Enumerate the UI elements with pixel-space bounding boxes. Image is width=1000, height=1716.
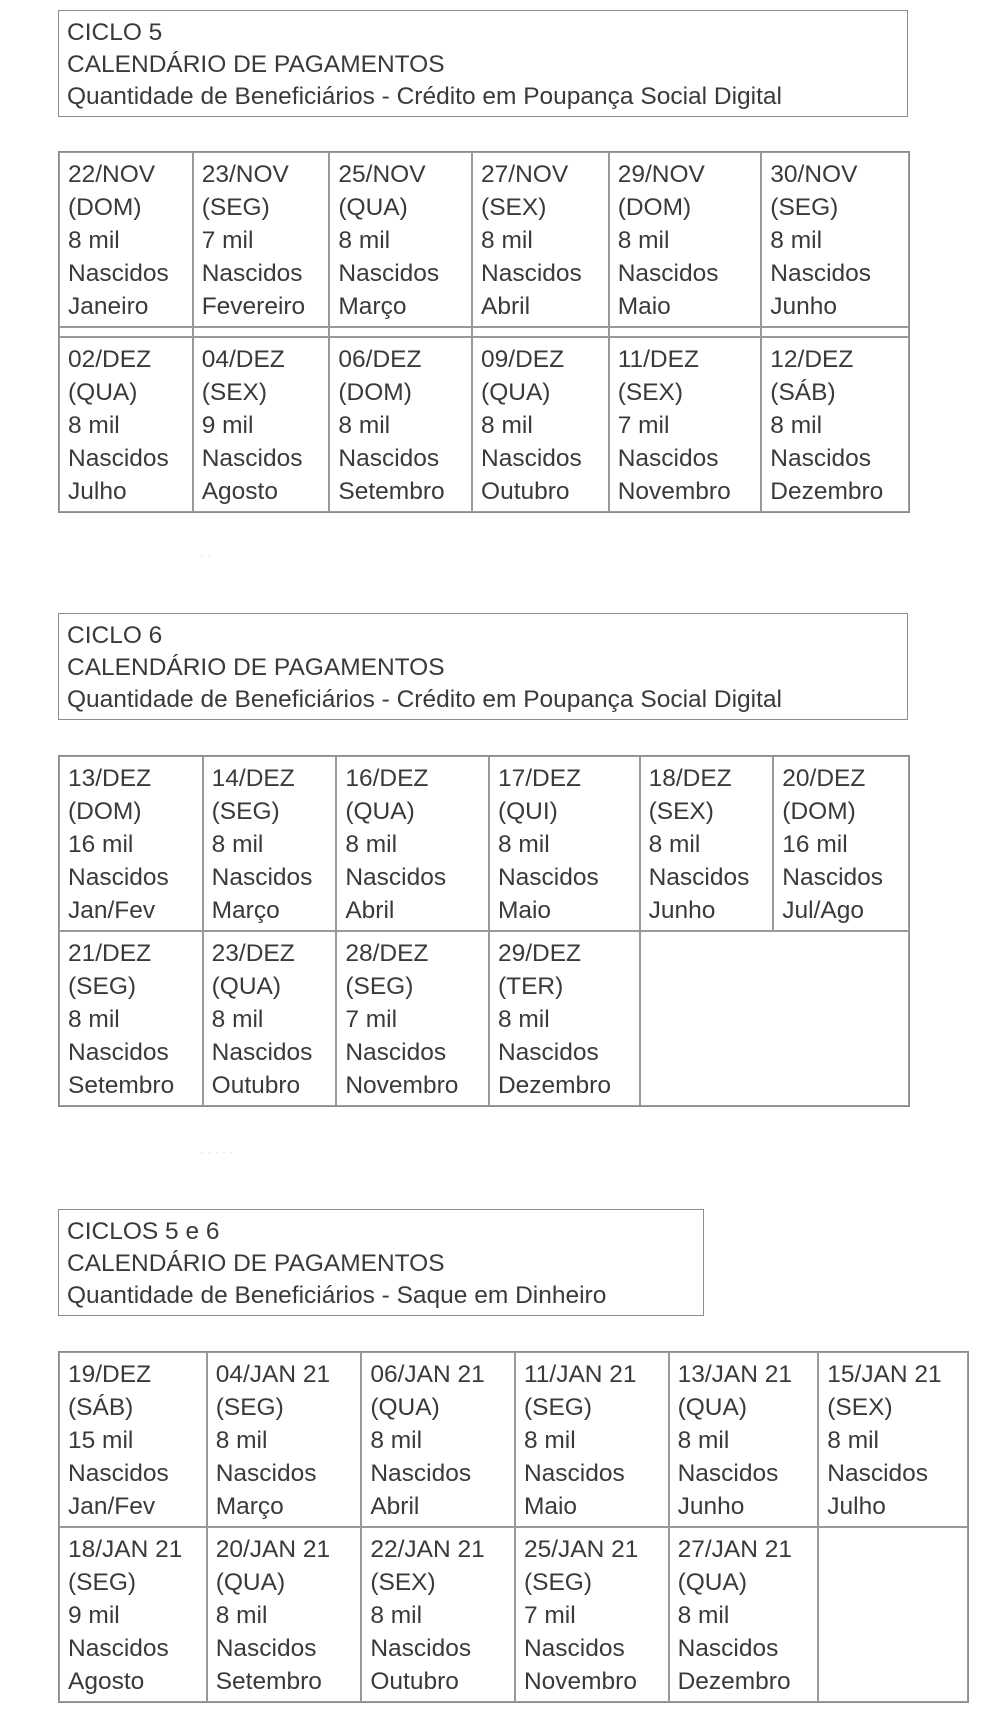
cell-label: Nascidos bbox=[68, 445, 169, 472]
cell-day: (DOM) bbox=[338, 379, 412, 406]
section-title: CICLO 6 bbox=[67, 622, 163, 649]
cell-qty: 8 mil bbox=[617, 227, 670, 254]
cell-day: (SEX) bbox=[648, 798, 714, 825]
cell-label: Nascidos bbox=[201, 260, 303, 287]
cell-date: 06/DEZ bbox=[338, 346, 422, 373]
cell-qty: 8 mil bbox=[345, 831, 398, 858]
cell-label: Nascidos bbox=[617, 445, 719, 472]
calendar-cell bbox=[203, 931, 337, 1106]
cell-day: (SEG) bbox=[211, 798, 280, 825]
cell-label: Nascidos bbox=[523, 1460, 625, 1487]
cell-month: Maio bbox=[617, 293, 671, 320]
cell-qty: 8 mil bbox=[677, 1427, 730, 1454]
cell-qty: 8 mil bbox=[481, 412, 533, 439]
cell-qty: 7 mil bbox=[201, 227, 254, 254]
section-description: Quantidade de Beneficiários - Saque em Dinheiro bbox=[67, 1282, 607, 1309]
empty-cell bbox=[640, 931, 909, 1106]
cell-day: (SEG) bbox=[523, 1569, 593, 1596]
cell-day: (SEG) bbox=[68, 1569, 137, 1596]
cell-month: Setembro bbox=[215, 1668, 322, 1695]
cell-month: Abril bbox=[370, 1493, 420, 1520]
cell-qty: 7 mil bbox=[523, 1602, 576, 1629]
cell-day: (SEG) bbox=[68, 973, 137, 1000]
empty-cell bbox=[818, 1527, 968, 1702]
cell-day: (QUA) bbox=[677, 1394, 747, 1421]
cell-day: (SEX) bbox=[617, 379, 684, 406]
cell-month: Março bbox=[215, 1493, 284, 1520]
cell-label: Nascidos bbox=[338, 260, 440, 287]
cell-month: Jan/Fev bbox=[68, 1493, 156, 1520]
calendar-cell bbox=[609, 337, 762, 512]
cell-day: (QUA) bbox=[211, 973, 282, 1000]
cell-day: (SÁB) bbox=[68, 1394, 134, 1421]
cell-date: 13/DEZ bbox=[68, 765, 152, 792]
table-row bbox=[59, 931, 909, 1106]
cell-month: Maio bbox=[497, 897, 552, 924]
cell-month: Jan/Fev bbox=[68, 897, 156, 924]
calendar-cell bbox=[489, 931, 640, 1106]
cell-month: Agosto bbox=[201, 478, 278, 505]
cell-date: 19/DEZ bbox=[68, 1361, 152, 1388]
cell-qty: 7 mil bbox=[345, 1006, 398, 1033]
cell-label: Nascidos bbox=[370, 1635, 472, 1662]
cell-day: (SEX) bbox=[827, 1394, 893, 1421]
cell-day: (DOM) bbox=[617, 194, 692, 221]
cell-label: Nascidos bbox=[827, 1460, 929, 1487]
cell-date: 06/JAN 21 bbox=[370, 1361, 485, 1388]
calendar-cell bbox=[336, 756, 489, 931]
cell-day: (QUA) bbox=[677, 1569, 747, 1596]
cell-qty: 8 mil bbox=[497, 1006, 550, 1033]
cell-day: (SEG) bbox=[523, 1394, 593, 1421]
cell-qty: 8 mil bbox=[827, 1427, 879, 1454]
cell-day: (SEX) bbox=[481, 194, 547, 221]
calendar-cell bbox=[361, 1352, 515, 1527]
table-row bbox=[59, 152, 909, 327]
cell-date: 22/JAN 21 bbox=[370, 1536, 485, 1563]
cell-date: 15/JAN 21 bbox=[827, 1361, 942, 1388]
calendar-cell bbox=[59, 1527, 207, 1702]
calendar-cell bbox=[329, 152, 472, 327]
calendar-cell bbox=[472, 152, 609, 327]
calendar-cell bbox=[669, 1527, 819, 1702]
calendar-cell bbox=[773, 756, 909, 931]
row-separator bbox=[59, 327, 909, 337]
cell-day: (SEG) bbox=[345, 973, 414, 1000]
cell-date: 12/DEZ bbox=[770, 346, 854, 373]
cell-label: Nascidos bbox=[345, 864, 447, 891]
cell-qty: 8 mil bbox=[338, 412, 391, 439]
cell-date: 22/NOV bbox=[68, 161, 156, 188]
cell-day: (SEX) bbox=[370, 1569, 436, 1596]
cell-label: Nascidos bbox=[68, 864, 169, 891]
cell-label: Nascidos bbox=[345, 1039, 447, 1066]
cell-qty: 8 mil bbox=[338, 227, 391, 254]
cell-qty: 8 mil bbox=[215, 1602, 268, 1629]
cell-label: Nascidos bbox=[782, 864, 884, 891]
cell-month: Junho bbox=[648, 897, 716, 924]
table-row bbox=[59, 756, 909, 931]
cell-date: 18/DEZ bbox=[648, 765, 732, 792]
cell-day: (TER) bbox=[497, 973, 564, 1000]
cell-date: 29/DEZ bbox=[497, 940, 582, 967]
cell-qty: 16 mil bbox=[68, 831, 134, 858]
cell-qty: 9 mil bbox=[68, 1602, 120, 1629]
cell-label: Nascidos bbox=[481, 445, 582, 472]
cell-day: (QUA) bbox=[338, 194, 408, 221]
cell-label: Nascidos bbox=[338, 445, 440, 472]
cell-qty: 8 mil bbox=[677, 1602, 730, 1629]
cell-month: Abril bbox=[481, 293, 531, 320]
cell-day: (SEG) bbox=[201, 194, 270, 221]
section-subtitle: CALENDÁRIO DE PAGAMENTOS bbox=[67, 654, 445, 681]
calendar-cell bbox=[818, 1352, 968, 1527]
calendar-cell bbox=[515, 1352, 669, 1527]
ciclo5-header bbox=[58, 10, 908, 117]
cell-qty: 8 mil bbox=[211, 831, 264, 858]
cell-qty: 8 mil bbox=[481, 227, 533, 254]
calendar-cell bbox=[59, 152, 193, 327]
cell-day: (QUI) bbox=[497, 798, 558, 825]
calendar-cell bbox=[669, 1352, 819, 1527]
cell-qty: 8 mil bbox=[68, 412, 120, 439]
cell-qty: 9 mil bbox=[201, 412, 254, 439]
cell-date: 25/NOV bbox=[338, 161, 426, 188]
section-title: CICLO 5 bbox=[67, 19, 163, 46]
calendar-cell bbox=[207, 1352, 362, 1527]
cell-month: Julho bbox=[68, 478, 127, 505]
table-row bbox=[59, 1527, 968, 1702]
cell-label: Nascidos bbox=[211, 1039, 313, 1066]
cell-day: (DOM) bbox=[782, 798, 856, 825]
calendar-cell bbox=[361, 1527, 515, 1702]
ciclo6-header bbox=[58, 613, 908, 720]
cell-day: (QUA) bbox=[481, 379, 551, 406]
cell-qty: 8 mil bbox=[523, 1427, 576, 1454]
cell-month: Novembro bbox=[523, 1668, 637, 1695]
calendar-cell bbox=[59, 337, 193, 512]
cell-qty: 8 mil bbox=[370, 1602, 423, 1629]
cell-label: Nascidos bbox=[523, 1635, 625, 1662]
cell-date: 13/JAN 21 bbox=[677, 1361, 792, 1388]
cell-qty: 8 mil bbox=[211, 1006, 264, 1033]
section-description: Quantidade de Beneficiários - Crédito em Poupança Social Digital bbox=[67, 686, 782, 713]
cell-qty: 8 mil bbox=[770, 412, 823, 439]
cell-month: Outubro bbox=[370, 1668, 459, 1695]
cell-qty: 8 mil bbox=[770, 227, 823, 254]
section-subtitle: CALENDÁRIO DE PAGAMENTOS bbox=[67, 1250, 445, 1277]
cell-qty: 15 mil bbox=[68, 1427, 134, 1454]
cell-day: (QUA) bbox=[345, 798, 415, 825]
calendar-cell bbox=[761, 337, 909, 512]
cell-month: Janeiro bbox=[68, 293, 149, 320]
cell-month: Julho bbox=[827, 1493, 886, 1520]
calendar-cell bbox=[193, 152, 330, 327]
cell-label: Nascidos bbox=[770, 260, 872, 287]
ciclo5-calendar-table bbox=[58, 151, 910, 513]
calendar-cell bbox=[489, 756, 640, 931]
cell-date: 11/JAN 21 bbox=[523, 1361, 637, 1388]
cell-month: Outubro bbox=[481, 478, 570, 505]
cell-label: Nascidos bbox=[497, 864, 599, 891]
cell-label: Nascidos bbox=[211, 864, 313, 891]
cell-qty: 8 mil bbox=[215, 1427, 268, 1454]
cell-day: (QUA) bbox=[215, 1569, 286, 1596]
cell-month: Junho bbox=[677, 1493, 745, 1520]
cell-month: Dezembro bbox=[770, 478, 884, 505]
cell-label: Nascidos bbox=[677, 1635, 779, 1662]
cell-month: Agosto bbox=[68, 1668, 145, 1695]
cell-date: 30/NOV bbox=[770, 161, 858, 188]
calendar-cell bbox=[329, 337, 472, 512]
section-title: CICLOS 5 e 6 bbox=[67, 1218, 220, 1245]
cell-label: Nascidos bbox=[215, 1635, 317, 1662]
calendar-cell bbox=[193, 337, 330, 512]
cell-date: 25/JAN 21 bbox=[523, 1536, 639, 1563]
calendar-cell bbox=[609, 152, 762, 327]
cell-date: 21/DEZ bbox=[68, 940, 152, 967]
cell-label: Nascidos bbox=[497, 1039, 599, 1066]
table-row bbox=[59, 1352, 968, 1527]
ciclo6-calendar-table bbox=[58, 755, 910, 1107]
cell-month: Outubro bbox=[211, 1072, 301, 1099]
cell-month: Fevereiro bbox=[201, 293, 306, 320]
ciclos-5-6-header bbox=[58, 1209, 704, 1316]
cell-label: Nascidos bbox=[215, 1460, 317, 1487]
cell-qty: 8 mil bbox=[370, 1427, 423, 1454]
cell-month: Março bbox=[211, 897, 280, 924]
cell-month: Novembro bbox=[345, 1072, 459, 1099]
cell-date: 16/DEZ bbox=[345, 765, 429, 792]
calendar-cell bbox=[761, 152, 909, 327]
cell-date: 20/JAN 21 bbox=[215, 1536, 331, 1563]
cell-month: Março bbox=[338, 293, 407, 320]
cell-day: (SEX) bbox=[201, 379, 268, 406]
cell-label: Nascidos bbox=[68, 260, 169, 287]
cell-date: 28/DEZ bbox=[345, 940, 429, 967]
cell-qty: 8 mil bbox=[648, 831, 701, 858]
calendar-cell bbox=[515, 1527, 669, 1702]
section-description: Quantidade de Beneficiários - Crédito em Poupança Social Digital bbox=[67, 83, 782, 110]
cell-qty: 8 mil bbox=[68, 227, 120, 254]
cell-month: Junho bbox=[770, 293, 838, 320]
cell-day: (SEG) bbox=[770, 194, 839, 221]
cell-month: Jul/Ago bbox=[782, 897, 865, 924]
cell-qty: 7 mil bbox=[617, 412, 670, 439]
calendar-cell bbox=[59, 756, 203, 931]
cell-day: (SEG) bbox=[215, 1394, 284, 1421]
faint-mark: · · · · · bbox=[200, 1145, 234, 1159]
calendar-cell bbox=[203, 756, 337, 931]
calendar-cell bbox=[336, 931, 489, 1106]
cell-date: 27/JAN 21 bbox=[677, 1536, 792, 1563]
table-row bbox=[59, 337, 909, 512]
cell-date: 04/DEZ bbox=[201, 346, 285, 373]
cell-qty: 8 mil bbox=[68, 1006, 120, 1033]
cell-month: Setembro bbox=[338, 478, 445, 505]
cell-label: Nascidos bbox=[481, 260, 582, 287]
cell-label: Nascidos bbox=[770, 445, 872, 472]
cell-label: Nascidos bbox=[68, 1460, 169, 1487]
section-subtitle: CALENDÁRIO DE PAGAMENTOS bbox=[67, 51, 445, 78]
cell-month: Dezembro bbox=[497, 1072, 611, 1099]
cell-day: (QUA) bbox=[68, 379, 138, 406]
cell-date: 04/JAN 21 bbox=[215, 1361, 331, 1388]
cell-label: Nascidos bbox=[677, 1460, 779, 1487]
cell-day: (DOM) bbox=[68, 194, 142, 221]
faint-mark: · · bbox=[200, 548, 212, 562]
cell-date: 11/DEZ bbox=[617, 346, 699, 373]
cell-label: Nascidos bbox=[201, 445, 303, 472]
cell-label: Nascidos bbox=[617, 260, 719, 287]
cell-date: 02/DEZ bbox=[68, 346, 152, 373]
calendar-cell bbox=[207, 1527, 362, 1702]
cell-label: Nascidos bbox=[648, 864, 750, 891]
cell-date: 23/NOV bbox=[201, 161, 289, 188]
calendar-cell bbox=[59, 1352, 207, 1527]
cell-qty: 8 mil bbox=[497, 831, 550, 858]
calendar-cell bbox=[640, 756, 774, 931]
cell-qty: 16 mil bbox=[782, 831, 848, 858]
cell-month: Abril bbox=[345, 897, 395, 924]
cell-date: 17/DEZ bbox=[497, 765, 582, 792]
cell-date: 14/DEZ bbox=[211, 765, 295, 792]
cell-month: Setembro bbox=[68, 1072, 175, 1099]
cell-month: Maio bbox=[523, 1493, 578, 1520]
cell-date: 18/JAN 21 bbox=[68, 1536, 183, 1563]
cell-label: Nascidos bbox=[68, 1039, 169, 1066]
cell-date: 20/DEZ bbox=[782, 765, 866, 792]
cell-day: (DOM) bbox=[68, 798, 142, 825]
cell-date: 09/DEZ bbox=[481, 346, 565, 373]
ciclos-5-6-calendar-table bbox=[58, 1351, 969, 1703]
cell-date: 29/NOV bbox=[617, 161, 705, 188]
cell-date: 23/DEZ bbox=[211, 940, 295, 967]
cell-label: Nascidos bbox=[370, 1460, 472, 1487]
cell-date: 27/NOV bbox=[481, 161, 569, 188]
calendar-cell bbox=[59, 931, 203, 1106]
cell-label: Nascidos bbox=[68, 1635, 169, 1662]
cell-day: (SÁB) bbox=[770, 379, 836, 406]
cell-day: (QUA) bbox=[370, 1394, 440, 1421]
cell-month: Novembro bbox=[617, 478, 731, 505]
calendar-cell bbox=[472, 337, 609, 512]
cell-month: Dezembro bbox=[677, 1668, 791, 1695]
